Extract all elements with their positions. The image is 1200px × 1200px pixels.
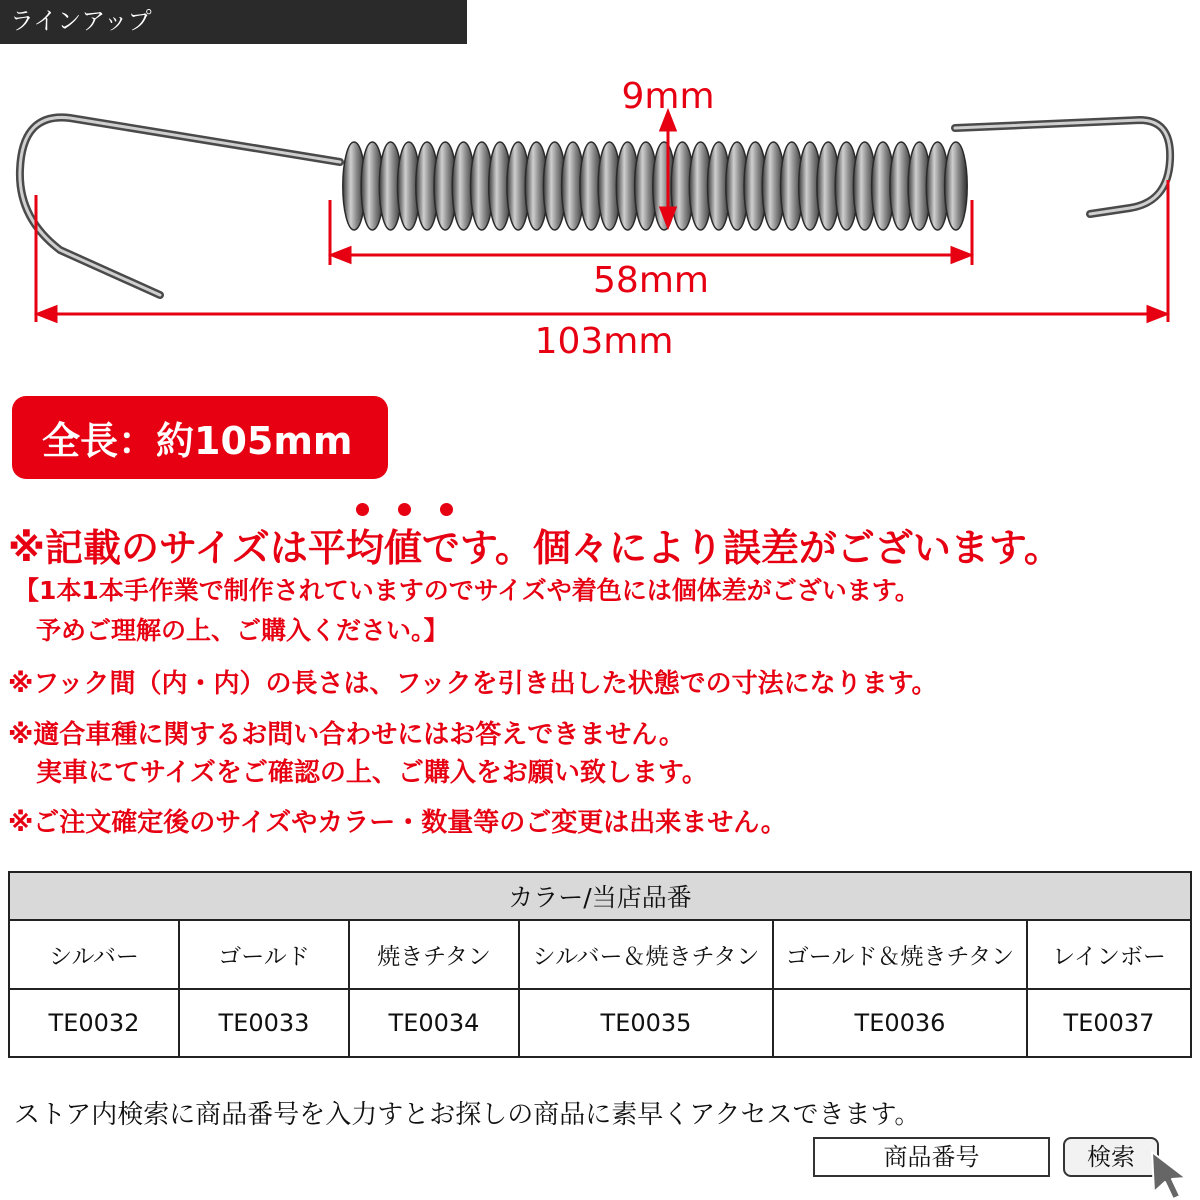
store-search-hint: ストア内検索に商品番号を入力すとお探しの商品に素早くアクセスできます。 <box>14 1100 921 1130</box>
total-length-badge <box>12 396 388 479</box>
badge-text: 全長：約105mm <box>42 419 353 463</box>
product-code-cell: TE0037 <box>1027 989 1191 1057</box>
note-hook-length: ※フック間（内・内）の長さは、フックを引き出した状態での寸法になります。 <box>8 669 938 699</box>
section-header <box>0 0 467 44</box>
note-compatibility-line1: ※適合車種に関するお問い合わせにはお答えできません。 <box>8 720 685 750</box>
color-name-cell: シルバー <box>9 920 179 989</box>
spring-diagram <box>0 50 1200 380</box>
product-code-cell: TE0033 <box>179 989 349 1057</box>
product-code-cell: TE0036 <box>773 989 1027 1057</box>
product-code-cell: TE0034 <box>349 989 519 1057</box>
product-code-cell: TE0032 <box>9 989 179 1057</box>
mouse-cursor-icon <box>1146 1148 1198 1200</box>
color-name-cell: 焼きチタン <box>349 920 519 989</box>
diameter-label: 9mm <box>621 76 715 117</box>
coil-turn <box>945 142 968 230</box>
product-code-cell: TE0035 <box>519 989 773 1057</box>
coil-length-label: 58mm <box>593 260 709 301</box>
color-name-cell: シルバー＆焼きチタン <box>519 920 773 989</box>
emphasis-dot <box>440 503 453 516</box>
search-button[interactable]: 検索 <box>1063 1137 1159 1177</box>
emphasis-dot <box>398 503 411 516</box>
note-no-changes: ※ご注文確定後のサイズやカラー・数量等のご変更は出来ません。 <box>8 808 787 838</box>
color-name-cell: レインボー <box>1027 920 1191 989</box>
note-handmade-line2: 予めご理解の上、ご購入ください。】 <box>36 616 449 645</box>
spring-coil <box>343 142 967 230</box>
left-hook <box>20 117 340 295</box>
color-name-cell: ゴールド＆焼きチタン <box>773 920 1027 989</box>
hook-length-label: 103mm <box>534 321 674 362</box>
section-title: ラインアップ <box>10 7 152 35</box>
note-average-size: ※記載のサイズは平均値です。個々により誤差がございます。 <box>8 526 1062 570</box>
right-hook <box>955 120 1170 214</box>
color-name-cell: ゴールド <box>179 920 349 989</box>
table-header: カラー/当店品番 <box>9 872 1191 920</box>
search-input[interactable]: 商品番号 <box>813 1137 1050 1177</box>
note-handmade-line1: 【1本1本手作業で制作されていますのでサイズや着色には個体差がございます。 <box>14 576 920 605</box>
note-compatibility-line2: 実車にてサイズをご確認の上、ご購入をお願い致します。 <box>36 758 708 788</box>
emphasis-dot <box>356 503 369 516</box>
color-code-table <box>8 871 1192 1058</box>
